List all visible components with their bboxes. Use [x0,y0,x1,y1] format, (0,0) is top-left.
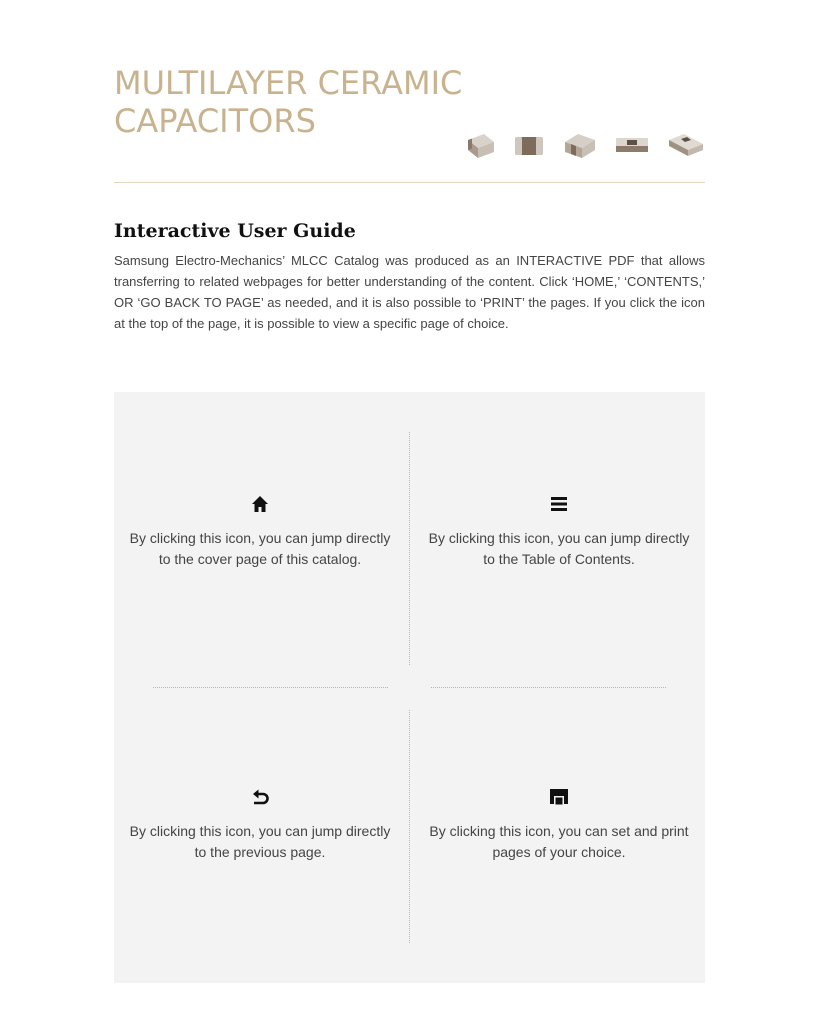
capacitor-chip-3-icon [562,130,598,160]
contents-guide-text: By clicking this icon, you can jump directly to the Table of Contents. [428,530,690,567]
vertical-divider-top [409,432,410,665]
header-divider [114,182,705,183]
print-guide-text: By clicking this icon, you can set and print pages of your choice. [429,823,689,860]
back-guide-text: By clicking this icon, you can jump directly to the previous page. [129,823,391,860]
vertical-divider-bottom [409,710,410,943]
icon-guide-panel [114,392,705,983]
guide-description: Samsung Electro-Mechanics’ MLCC Catalog was produced as an INTERACTIVE PDF that allows transferring to related webpages for better understanding of the content. Click ‘HOME,’ ‘CONTENTS,’ OR ‘GO BACK TO PAGE’ as needed, and it is also possible to ‘PRINT’ the pages. If you click the icon at the top of the page, it is possible to view a specific page of choice. [114,253,705,331]
print-icon[interactable] [549,787,569,807]
contents-guide-cell [424,494,694,570]
home-guide-cell [125,494,395,570]
menu-icon[interactable] [549,494,569,514]
capacitor-chip-1-icon [464,130,498,160]
capacitor-chip-images [462,126,708,164]
back-guide-cell [125,787,395,863]
home-guide-text: By clicking this icon, you can jump directly to the cover page of this catalog. [129,530,391,567]
capacitor-chip-5-icon [666,130,706,160]
home-icon[interactable] [250,494,270,514]
horizontal-divider-left [153,687,388,688]
guide-title: Interactive User Guide [114,220,356,242]
capacitor-chip-4-icon [614,134,650,156]
title-line-1: MULTILAYER CERAMIC [114,64,463,102]
capacitor-chip-2-icon [512,132,546,158]
back-icon[interactable] [250,787,270,807]
horizontal-divider-right [431,687,666,688]
title-line-2: CAPACITORS [114,102,316,140]
print-guide-cell [424,787,694,863]
